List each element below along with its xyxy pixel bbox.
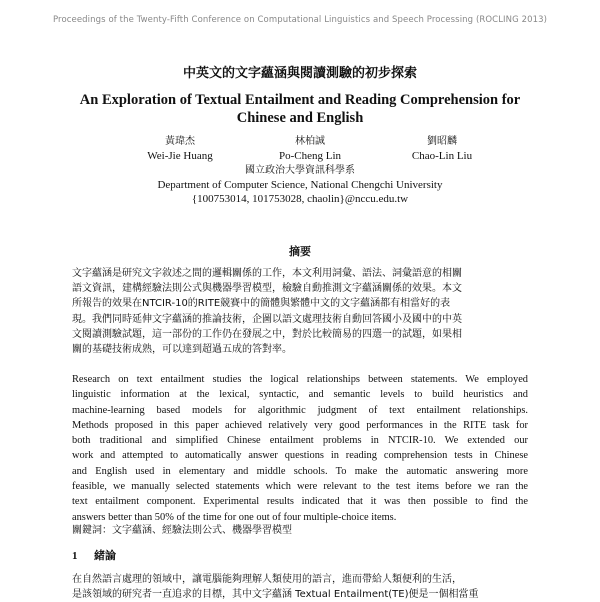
abstract-en-line: Research on text entailment studies the logical relationships between statements. We employed [72, 374, 528, 385]
abstract-en-line: machine-learning based models for algorithmic judgment of text entailment relationships. [72, 404, 528, 416]
intro-paragraph [72, 572, 528, 602]
abstract-en-line: Methods proposed in this paper achieved relatively very good performances in the RITE task for [72, 419, 528, 431]
abstract-en-line: text entailment component. Experimental results indicated that it was then possible to find the [72, 496, 528, 508]
english-title-line: An Exploration of Textual Entailment and Reading Comprehension for [79, 92, 521, 108]
intro-line: 是該領域的研究者一直追求的目標，其中文字蘊涵 Textual Entailment(TE)便是一個相當重 [72, 589, 479, 601]
section-title: 緒論 [94, 549, 116, 562]
author-name-zh: 劉昭麟 [427, 136, 457, 147]
author-name-zh: 林柏誠 [295, 136, 325, 147]
abstract-en-line: feasible, we manually selected statements which were relevant to the test items before we ran the [72, 481, 528, 493]
keywords: 關鍵詞：文字蘊涵、經驗法則公式、機器學習模型 [72, 525, 292, 536]
abstract-zh-line: 現。我們同時延伸文字蘊涵的推論技術，企圖以語文處理技術自動回答國小及國中的中英 [72, 313, 462, 325]
abstract-zh-line: 所報告的效果在NTCIR-10的RITE競賽中的簡體與繁體中文的文字蘊涵都有相當好的表 [72, 298, 451, 310]
affiliation-zh: 國立政治大學資訊科學系 [245, 165, 355, 176]
english-title-line: Chinese and English [236, 110, 364, 126]
abstract-zh-line: 文閱讀測驗試題，這一部份的工作仍在發展之中，對於比較簡易的四選一的試題，如果相 [72, 328, 462, 340]
abstract-en-line: answers better than 50% of the time for one out of four multiple-choice items. [72, 511, 397, 523]
abstract-heading: 摘要 [289, 245, 311, 258]
author-3 [372, 134, 512, 164]
abstract-zh-line: 文字蘊涵是研究文字敘述之間的邏輯關係的工作，本文利用詞彙、語法、詞彙語意的相關 [72, 268, 462, 279]
proceedings-header: Proceedings of the Twenty-Fifth Conference on Computational Linguistics and Speech Processing (ROCLING 2013) [52, 15, 548, 25]
author-name-en: Po-Cheng Lin [278, 150, 342, 162]
abstract-en-line: both traditional and simplified Chinese entailment problems in NTCIR-10. We extended our [72, 435, 528, 447]
author-name-zh: 黃瑋杰 [165, 136, 195, 147]
abstract-en [72, 372, 528, 525]
abstract-en-line: and English used in elementary and middle schools. To make the automatic answering more [72, 465, 528, 477]
abstract-zh-line: 關的基礎技術成熟，可以達到超過五成的答對率。 [72, 344, 292, 356]
section-number: 1 [72, 550, 78, 562]
chinese-title: 中英文的文字蘊涵與閱讀測驗的初步探索 [182, 66, 417, 81]
author-name-en: Chao-Lin Liu [411, 150, 473, 162]
abstract-zh-line: 語文資訊，建構經驗法則公式與機器學習模型，檢驗自動推測文字蘊涵關係的效果。本文 [72, 283, 462, 295]
author-1 [110, 134, 250, 164]
section-heading [72, 547, 116, 563]
author-2 [240, 134, 380, 164]
affiliation-en: Department of Computer Science, National Chengchi University [157, 179, 443, 191]
intro-line: 在自然語言處理的領域中，讓電腦能夠理解人類使用的語言，進而帶給人類便利的生活， [72, 574, 462, 585]
abstract-zh [72, 266, 528, 357]
english-title [60, 91, 540, 127]
author-emails: {100753014, 101753028, chaolin}@nccu.edu.tw [191, 193, 409, 205]
abstract-en-line: work and attempted to automatically answer questions in reading comprehension tests in Chinese [72, 450, 528, 462]
author-name-en: Wei-Jie Huang [147, 150, 213, 162]
abstract-en-line: linguistic information at the lexical, syntactic, and semantic levels to build heuristics and [72, 389, 528, 401]
